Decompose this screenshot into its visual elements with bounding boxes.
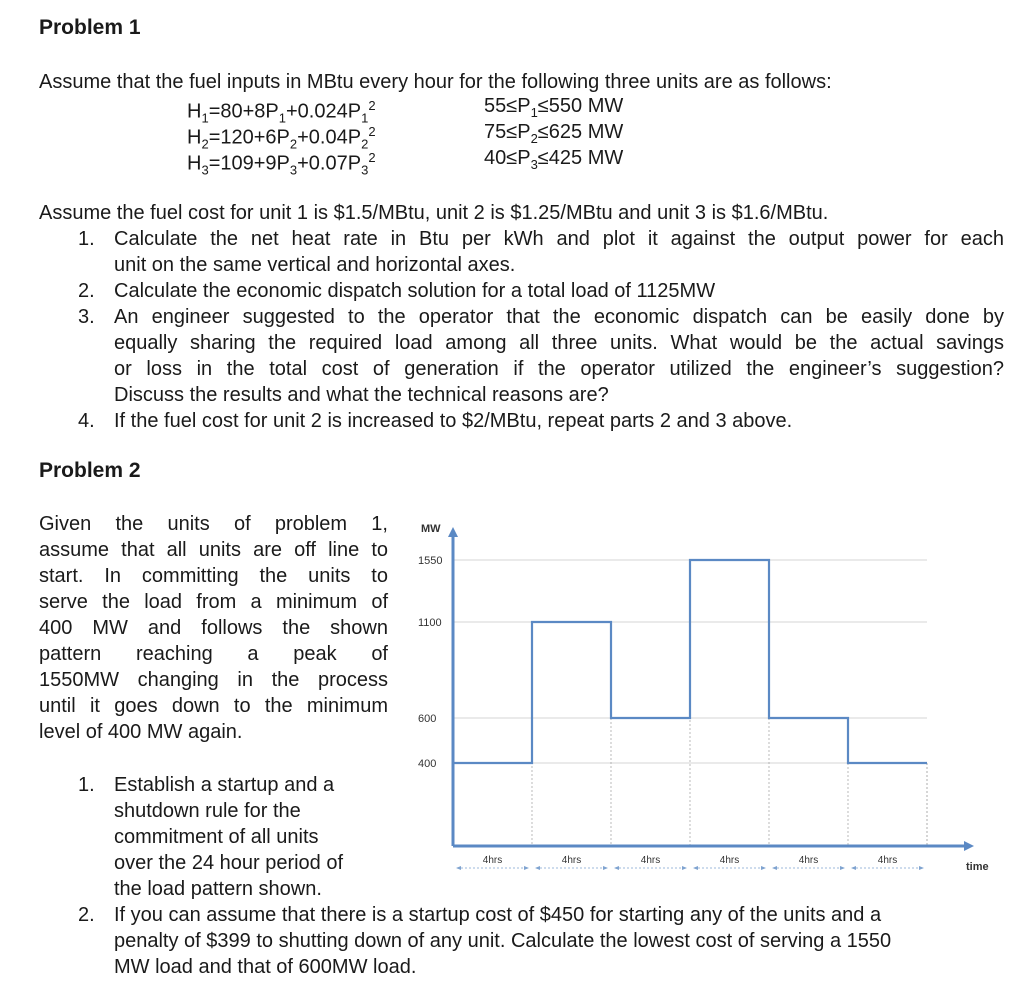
list-number: 1. bbox=[78, 228, 95, 250]
list-item-line: shutdown rule for the bbox=[114, 800, 301, 822]
y-tick-label: 1550 bbox=[418, 555, 443, 567]
equation-part: 3 bbox=[361, 162, 369, 178]
paragraph-line: until it goes down to the minimum bbox=[39, 695, 388, 717]
equation-part: 2 bbox=[368, 124, 376, 139]
problem1-intro: Assume that the fuel inputs in MBtu every hour for the following three units are as follows: bbox=[39, 71, 832, 93]
interval-arrowhead bbox=[919, 866, 924, 870]
limit-part: 3 bbox=[530, 157, 538, 172]
equation-part: 3 bbox=[289, 162, 298, 178]
paragraph-line: level of 400 MW again. bbox=[39, 721, 243, 743]
equation-part: 2 bbox=[368, 150, 376, 165]
interval-label: 4hrs bbox=[719, 855, 740, 866]
limit-part: 40≤P bbox=[484, 147, 531, 169]
equation-part: H bbox=[187, 152, 202, 175]
list-item-line: An engineer suggested to the operator that the economic dispatch can be easily done by bbox=[114, 306, 1004, 328]
list-item-line: If you can assume that there is a startup cost of $450 for starting any of the units and a bbox=[114, 904, 882, 926]
interval-label: 4hrs bbox=[640, 855, 661, 866]
interval-arrowhead bbox=[761, 866, 766, 870]
list-item-line: penalty of $399 to shutting down of any unit. Calculate the lowest cost of serving a 1550 bbox=[114, 930, 892, 952]
x-axis-arrow bbox=[964, 841, 974, 851]
load-pattern-chart bbox=[404, 505, 994, 890]
paragraph-line: serve the load from a minimum of bbox=[39, 591, 388, 613]
y-tick-label: 1100 bbox=[418, 617, 442, 629]
limit-part: 1 bbox=[530, 105, 538, 120]
limit-part: ≤625 MW bbox=[537, 121, 624, 143]
equation-part: H bbox=[187, 126, 202, 149]
problem2-title: Problem 2 bbox=[39, 459, 141, 482]
x-axis-label: time bbox=[966, 861, 989, 873]
interval-label: 4hrs bbox=[561, 855, 582, 866]
list-item-line: equally sharing the required load among all three units. What would be the actual savings bbox=[114, 332, 1004, 354]
equation-part: =80+8P bbox=[208, 100, 279, 123]
limit-part: 75≤P bbox=[484, 121, 531, 143]
interval-arrowhead bbox=[851, 866, 856, 870]
equation-part: +0.07P bbox=[297, 152, 362, 175]
equation-part: =109+9P bbox=[208, 152, 290, 175]
interval-arrowhead bbox=[614, 866, 619, 870]
limit-part: 55≤P bbox=[484, 95, 531, 117]
interval-label: 4hrs bbox=[798, 855, 819, 866]
list-item-line: commitment of all units bbox=[114, 826, 319, 848]
equation-part: +0.04P bbox=[297, 126, 362, 149]
paragraph-line: assume that all units are off line to bbox=[39, 539, 388, 561]
list-item-line: If the fuel cost for unit 2 is increased to $2/MBtu, repeat parts 2 and 3 above. bbox=[114, 410, 793, 432]
interval-arrowhead bbox=[524, 866, 529, 870]
paragraph-line: 400 MW and follows the shown bbox=[39, 617, 388, 639]
problem1-cost-line: Assume the fuel cost for unit 1 is $1.5/MBtu, unit 2 is $1.25/MBtu and unit 3 is $1.6/MBtu. bbox=[39, 202, 829, 224]
equation-part: 1 bbox=[201, 110, 209, 126]
equation-part: 2 bbox=[368, 98, 376, 113]
interval-label: 4hrs bbox=[482, 855, 503, 866]
y-tick-label: 600 bbox=[418, 713, 437, 725]
list-item-line: Calculate the net heat rate in Btu per kWh and plot it against the output power for each bbox=[114, 228, 1004, 250]
interval-arrowhead bbox=[772, 866, 777, 870]
equation-part: 2 bbox=[289, 136, 298, 152]
list-item-line: unit on the same vertical and horizontal axes. bbox=[114, 254, 516, 276]
y-axis-label: MW bbox=[421, 523, 441, 535]
y-axis-arrow bbox=[448, 527, 458, 537]
equation-part: H bbox=[187, 100, 202, 123]
list-number: 2. bbox=[78, 280, 95, 302]
y-tick-label: 400 bbox=[418, 758, 437, 770]
equation-part: 2 bbox=[361, 136, 369, 152]
equation-row bbox=[187, 146, 376, 183]
list-item-line: over the 24 hour period of bbox=[114, 852, 344, 874]
list-item-line: or loss in the total cost of generation if the operator utilized the engineer’s suggestion? bbox=[114, 358, 1004, 380]
list-item-line: MW load and that of 600MW load. bbox=[114, 956, 417, 978]
unit-limit bbox=[484, 146, 623, 177]
paragraph-line: pattern reaching a peak of bbox=[39, 643, 388, 665]
interval-arrowhead bbox=[693, 866, 698, 870]
equation-part: =120+6P bbox=[208, 126, 290, 149]
limit-part: 2 bbox=[530, 131, 538, 146]
list-item-line: Calculate the economic dispatch solution for a total load of 1125MW bbox=[114, 280, 716, 302]
list-number: 1. bbox=[78, 774, 95, 796]
interval-arrowhead bbox=[456, 866, 461, 870]
equation-part: 1 bbox=[361, 110, 369, 126]
list-number: 3. bbox=[78, 306, 95, 328]
equation-part: 2 bbox=[201, 136, 209, 152]
paragraph-line: 1550MW changing in the process bbox=[39, 669, 388, 691]
paragraph-line: Given the units of problem 1, bbox=[39, 513, 388, 535]
list-number: 4. bbox=[78, 410, 95, 432]
problem1-title: Problem 1 bbox=[39, 16, 141, 39]
equation-part: +0.024P bbox=[286, 100, 362, 123]
limit-part: ≤550 MW bbox=[537, 95, 624, 117]
interval-label: 4hrs bbox=[877, 855, 898, 866]
paragraph-line: start. In committing the units to bbox=[39, 565, 388, 587]
interval-arrowhead bbox=[682, 866, 687, 870]
list-item-line: Discuss the results and what the technical reasons are? bbox=[114, 384, 609, 406]
interval-arrowhead bbox=[603, 866, 608, 870]
list-number: 2. bbox=[78, 904, 95, 926]
equation-part: 1 bbox=[278, 110, 286, 126]
equation-part: 3 bbox=[201, 162, 209, 178]
list-item-line: the load pattern shown. bbox=[114, 878, 322, 900]
list-item-line: Establish a startup and a bbox=[114, 774, 335, 796]
interval-arrowhead bbox=[840, 866, 845, 870]
limit-part: ≤425 MW bbox=[537, 147, 624, 169]
interval-arrowhead bbox=[535, 866, 540, 870]
